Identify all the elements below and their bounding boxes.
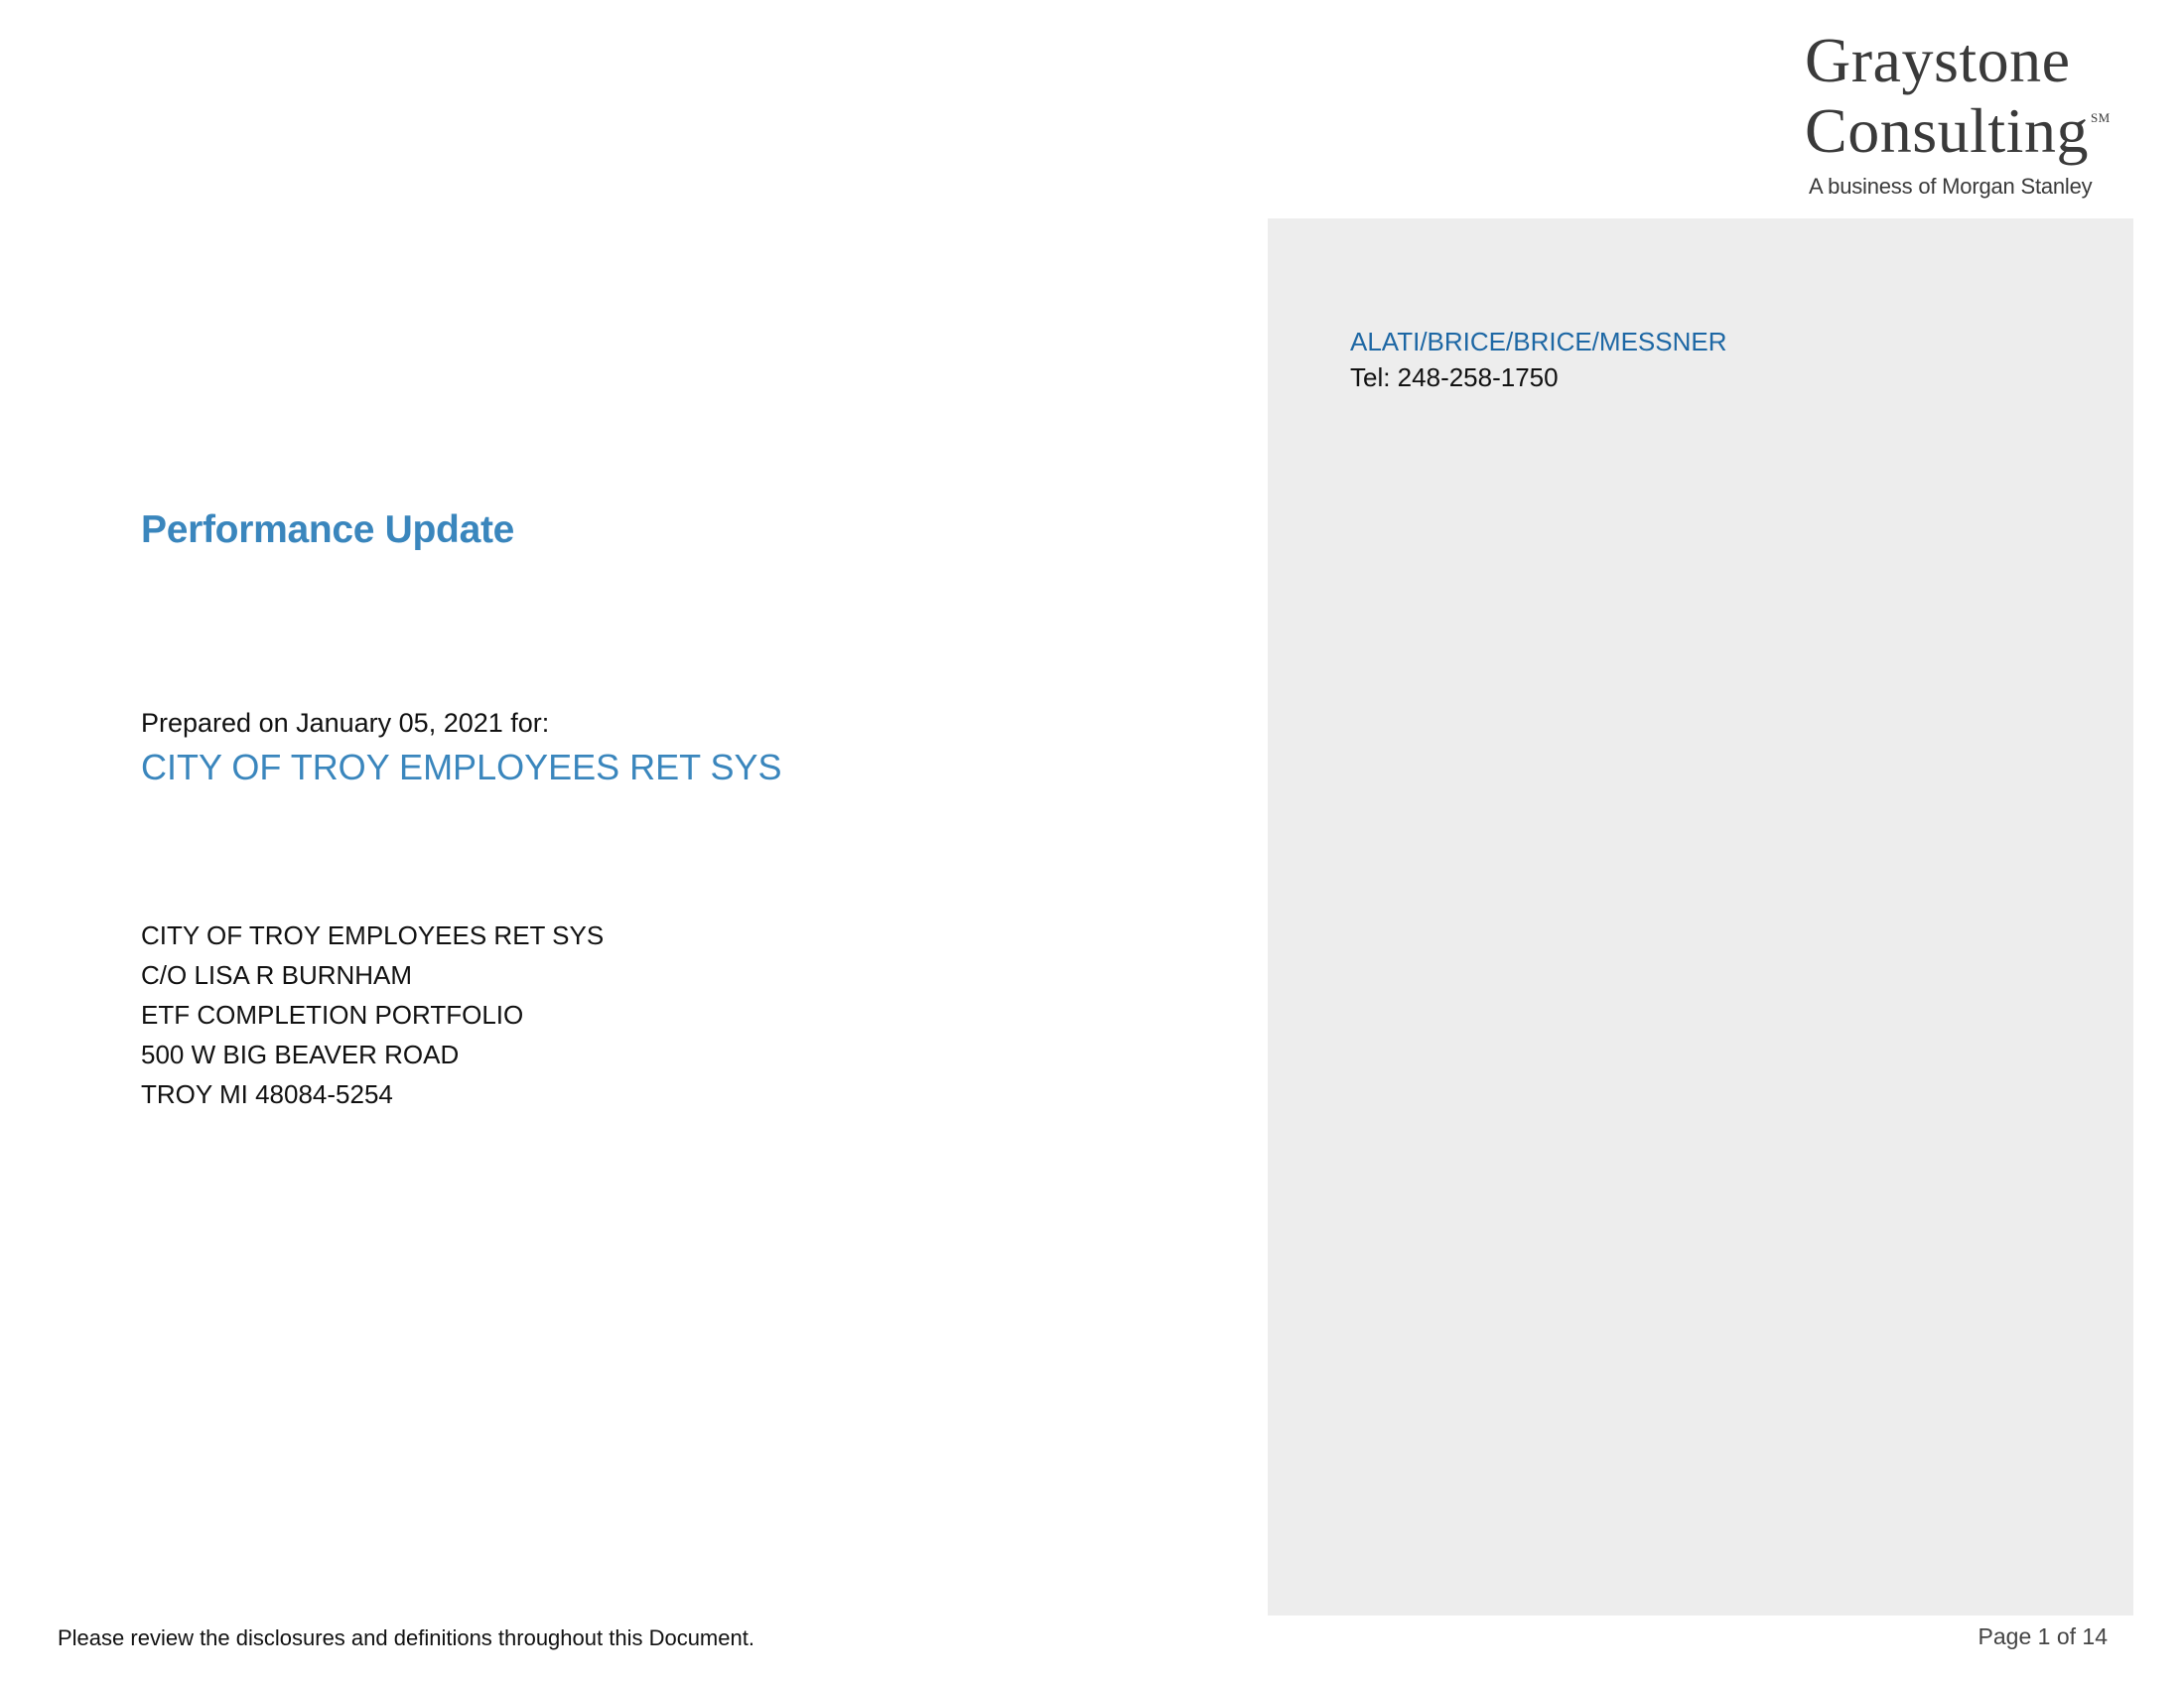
graystone-logo (1805, 25, 2113, 201)
advisor-contact (1350, 324, 1727, 395)
logo-line-2: Consulting (1805, 95, 2089, 166)
prepared-date: Prepared on January 05, 2021 for: (141, 708, 550, 738)
page-number: Page 1 of 14 (1978, 1623, 2108, 1649)
logo-service-mark: SM (2090, 110, 2111, 125)
address-line: TROY MI 48084-5254 (141, 1079, 393, 1109)
address-line: 500 W BIG BEAVER ROAD (141, 1040, 460, 1069)
advisor-team: ALATI/BRICE/BRICE/MESSNER (1350, 327, 1727, 356)
report-title: Performance Update (141, 508, 515, 551)
contact-panel (1268, 218, 2133, 1616)
logo-tagline: A business of Morgan Stanley (1809, 174, 2093, 199)
disclosure-note: Please review the disclosures and definitions throughout this Document. (58, 1625, 754, 1650)
mailing-address (141, 915, 604, 1114)
address-line: C/O LISA R BURNHAM (141, 960, 413, 990)
address-line: CITY OF TROY EMPLOYEES RET SYS (141, 920, 605, 950)
client-name: CITY OF TROY EMPLOYEES RET SYS (141, 747, 782, 787)
advisor-phone: Tel: 248-258-1750 (1350, 362, 1559, 392)
logo-line-1: Graystone (1805, 25, 2071, 95)
address-line: ETF COMPLETION PORTFOLIO (141, 1000, 524, 1030)
